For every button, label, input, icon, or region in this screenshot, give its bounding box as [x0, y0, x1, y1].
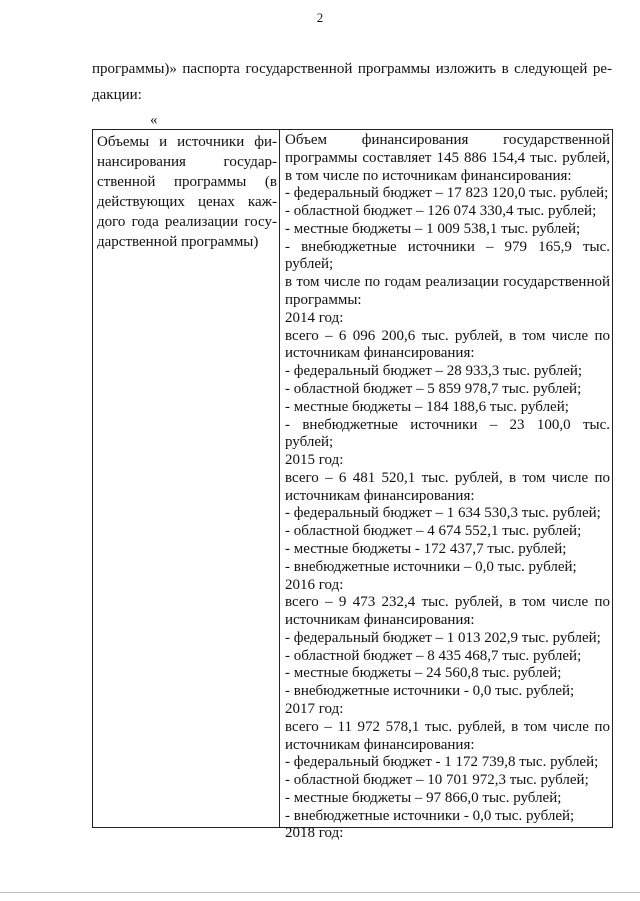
intro-line-1: программы)» паспорта государственной программы изложить в следующей ре- [92, 61, 612, 77]
value-line: - внебюджетные источники - 0,0 тыс. рублей; [285, 807, 575, 824]
label-line: ственной программы (в [97, 174, 277, 190]
value-line: всего – 6 481 520,1 тыс. рублей, в том числе по [285, 469, 610, 486]
value-line: - местные бюджеты – 97 866,0 тыс. рублей; [285, 789, 562, 806]
value-line: источникам финансирования: [285, 345, 475, 362]
value-line: - местные бюджеты – 24 560,8 тыс. рублей; [285, 665, 562, 682]
value-line: - федеральный бюджет - 1 172 739,8 тыс. рублей; [285, 754, 599, 771]
value-line: - областной бюджет – 10 701 972,3 тыс. рублей; [285, 772, 589, 789]
label-line: дарственной программы) [97, 234, 259, 250]
label-line: дого года реализации госу- [97, 214, 277, 230]
value-line: в том числе по годам реализации государственной [285, 274, 610, 291]
value-line: 2016 год: [285, 576, 344, 593]
value-line: источникам финансирования: [285, 612, 475, 629]
value-line: 2018 год: [285, 825, 344, 842]
value-line: - федеральный бюджет – 28 933,3 тыс. рублей; [285, 363, 583, 380]
value-line: всего – 9 473 232,4 тыс. рублей, в том числе по [285, 594, 610, 611]
value-line: в том числе по источникам финансирования: [285, 167, 572, 184]
label-cell [97, 132, 277, 252]
page-bottom-rule [0, 892, 640, 893]
value-line: - федеральный бюджет – 17 823 120,0 тыс. рублей; [285, 185, 609, 202]
value-line: - областной бюджет – 4 674 552,1 тыс. рублей; [285, 523, 582, 540]
value-line: - местные бюджеты – 184 188,6 тыс. рублей; [285, 398, 569, 415]
label-line: нансирования государ- [97, 154, 277, 170]
value-line: - внебюджетные источники – 979 165,9 тыс. [285, 238, 610, 255]
value-line: 2014 год: [285, 309, 344, 326]
value-line: - областной бюджет – 126 074 330,4 тыс. рублей; [285, 203, 597, 220]
value-line: - федеральный бюджет – 1 013 202,9 тыс. рублей; [285, 629, 601, 646]
value-line: - местные бюджеты - 172 437,7 тыс. рублей; [285, 540, 567, 557]
label-line: Объемы и источники фи- [97, 134, 277, 150]
value-line: - областной бюджет – 5 859 978,7 тыс. рублей; [285, 380, 582, 397]
value-line: всего – 6 096 200,6 тыс. рублей, в том числе по [285, 327, 610, 344]
value-line: - областной бюджет – 8 435 468,7 тыс. рублей; [285, 647, 582, 664]
value-line: программы: [285, 292, 362, 309]
value-line: - внебюджетные источники - 0,0 тыс. рублей; [285, 683, 575, 700]
column-divider [279, 130, 280, 827]
passport-table [92, 129, 613, 842]
value-line: 2017 год: [285, 701, 344, 717]
value-cell [285, 132, 610, 843]
label-line: действующих ценах каж- [97, 194, 277, 210]
intro-line-2: дакции: [92, 87, 142, 103]
value-line: рублей; [285, 256, 334, 273]
value-line: - местные бюджеты – 1 009 538,1 тыс. рублей; [285, 220, 581, 237]
value-line: - внебюджетные источники – 23 100,0 тыс. [285, 416, 610, 433]
value-line: источникам финансирования: [285, 736, 475, 753]
value-line: Объем финансирования государственной [285, 132, 610, 148]
opening-quote: « [150, 112, 158, 128]
value-line: программы составляет 145 886 154,4 тыс. рублей, [285, 149, 610, 166]
value-line: рублей; [285, 434, 334, 451]
page-number: 2 [316, 10, 324, 25]
value-line: всего – 11 972 578,1 тыс. рублей, в том числе по [285, 718, 610, 735]
value-line: 2015 год: [285, 452, 344, 469]
value-line: - внебюджетные источники – 0,0 тыс. рублей; [285, 558, 577, 575]
value-line: - федеральный бюджет – 1 634 530,3 тыс. рублей; [285, 505, 601, 522]
value-line: источникам финансирования: [285, 487, 475, 504]
